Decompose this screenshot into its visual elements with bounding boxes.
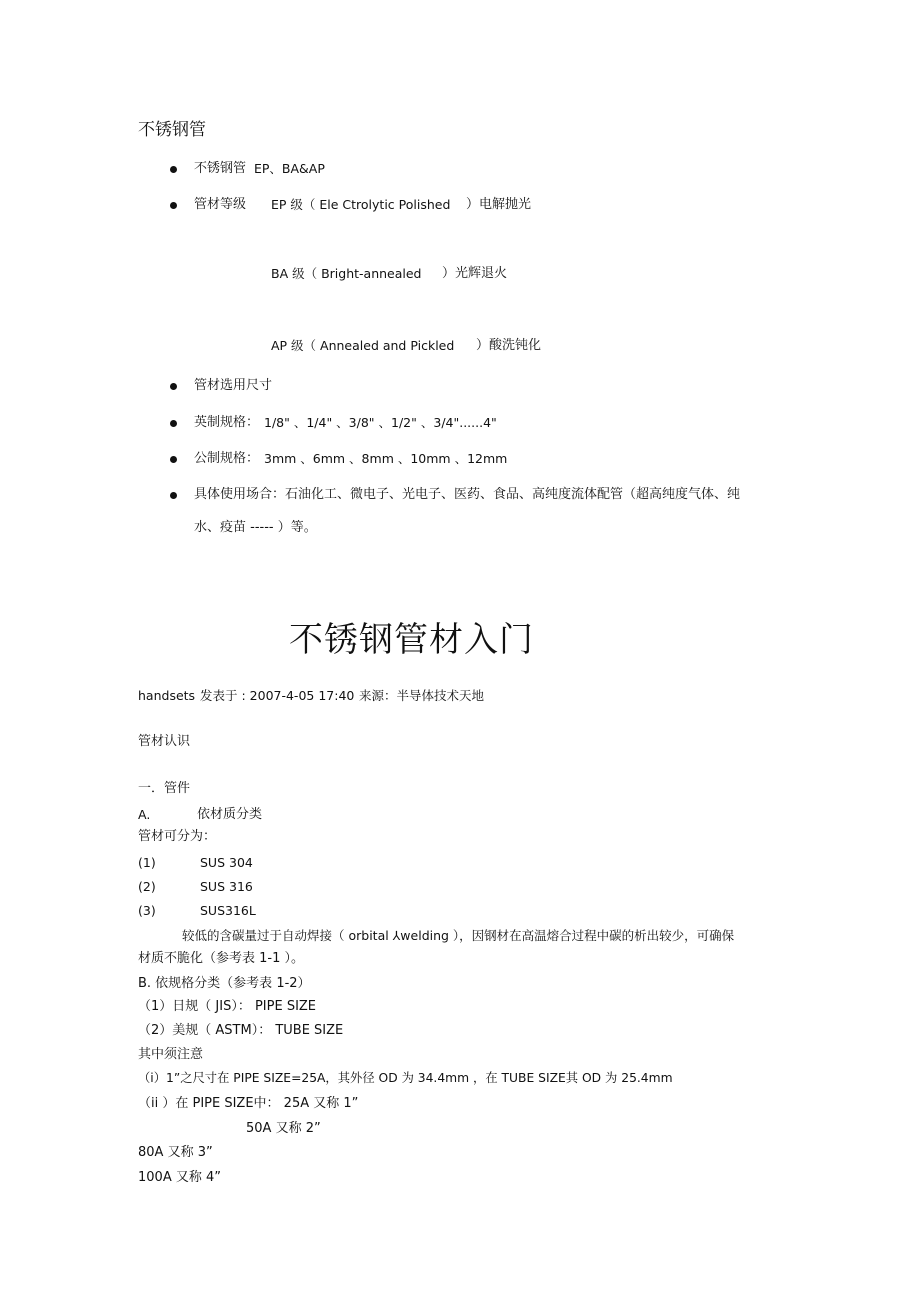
article-title: 不锈钢管材入门 — [289, 620, 534, 660]
bullet-label: 英制规格： — [194, 415, 260, 430]
size-80a: 80A 又称 3” — [138, 1145, 213, 1160]
grade-ba-cn: ）光辉退火 — [442, 266, 508, 281]
article-source: 来源：半导体技术天地 — [359, 688, 485, 703]
item-ii-line: （ii ）在 PIPE SIZE中： 25A 又称 1” — [138, 1096, 359, 1111]
size-50a: 50A 又称 2” — [246, 1121, 321, 1136]
astm-line: （2）美规（ ASTM）： TUBE SIZE — [138, 1023, 344, 1038]
material-num: (3) — [138, 903, 156, 918]
divisible-text: 管材可分为： — [138, 829, 217, 844]
bullet-label: 管材选用尺寸 — [194, 378, 273, 393]
article-author: handsets — [138, 688, 196, 703]
bullet-icon — [170, 420, 177, 427]
bullet-text: EP、BA&AP — [254, 161, 325, 176]
sub-b-text: B. 依规格分类（参考表 1-2） — [138, 976, 311, 991]
bullet-label: 不锈钢管 — [194, 161, 247, 176]
article-posted: 发表于 : 2007-4-05 17:40 — [200, 688, 355, 703]
bullet-text: 3mm 、6mm 、8mm 、10mm 、12mm — [264, 451, 508, 466]
material-num: (1) — [138, 855, 156, 870]
section-title: 不锈钢管 — [138, 120, 206, 140]
bullet-text: 1/8" 、1/4" 、3/8" 、1/2" 、3/4"......4" — [264, 415, 497, 430]
note-line-2: 材质不脆化（参考表 1-1 ）。 — [138, 951, 304, 966]
bullet-icon — [170, 456, 177, 463]
bullet-label: 公制规格： — [194, 451, 260, 466]
bullet-label: 管材等级 — [194, 197, 247, 212]
jis-line: （1）日规（ JIS）： PIPE SIZE — [138, 999, 317, 1014]
note-line-1: 较低的含碳量过于自动焊接（ orbital ⅄welding ），因钢材在高温熔合过程中碳的析出较少，可确保 — [182, 928, 735, 943]
attention-line: 其中须注意 — [138, 1047, 204, 1062]
bullet-icon — [170, 166, 177, 173]
article-intro: 管材认识 — [138, 734, 191, 749]
sub-a-text: 依材质分类 — [197, 807, 263, 822]
part-heading: 一．管件 — [138, 781, 191, 796]
sub-a-label: A. — [138, 807, 151, 822]
material-name: SUS316L — [200, 903, 256, 918]
item-i-line: （i）1”之尺寸在 PIPE SIZE=25A，其外径 OD 为 34.4mm ，在 TUBE SIZE其 OD 为 25.4mm — [138, 1071, 673, 1085]
grade-ap: AP 级（ Annealed and Pickled — [271, 338, 455, 353]
material-name: SUS 304 — [200, 855, 253, 870]
size-100a: 100A 又称 4” — [138, 1170, 221, 1185]
bullet-icon — [170, 492, 177, 499]
grade-ap-cn: ）酸洗钝化 — [476, 338, 542, 353]
bullet-icon — [170, 202, 177, 209]
grade-ba: BA 级（ Bright-annealed — [271, 266, 422, 281]
material-num: (2) — [138, 879, 156, 894]
bullet-icon — [170, 383, 177, 390]
material-name: SUS 316 — [200, 879, 253, 894]
grade-ep-cn: ）电解抛光 — [466, 197, 532, 212]
bullet-text-line1: 具体使用场合：石油化工、微电子、光电子、医药、食品、高纯度流体配管（超高纯度气体、纯 — [194, 487, 741, 502]
grade-ep: EP 级（ Ele Ctrolytic Polished — [271, 197, 451, 212]
bullet-text-line2: 水、疫苗 ----- ）等。 — [194, 520, 317, 535]
